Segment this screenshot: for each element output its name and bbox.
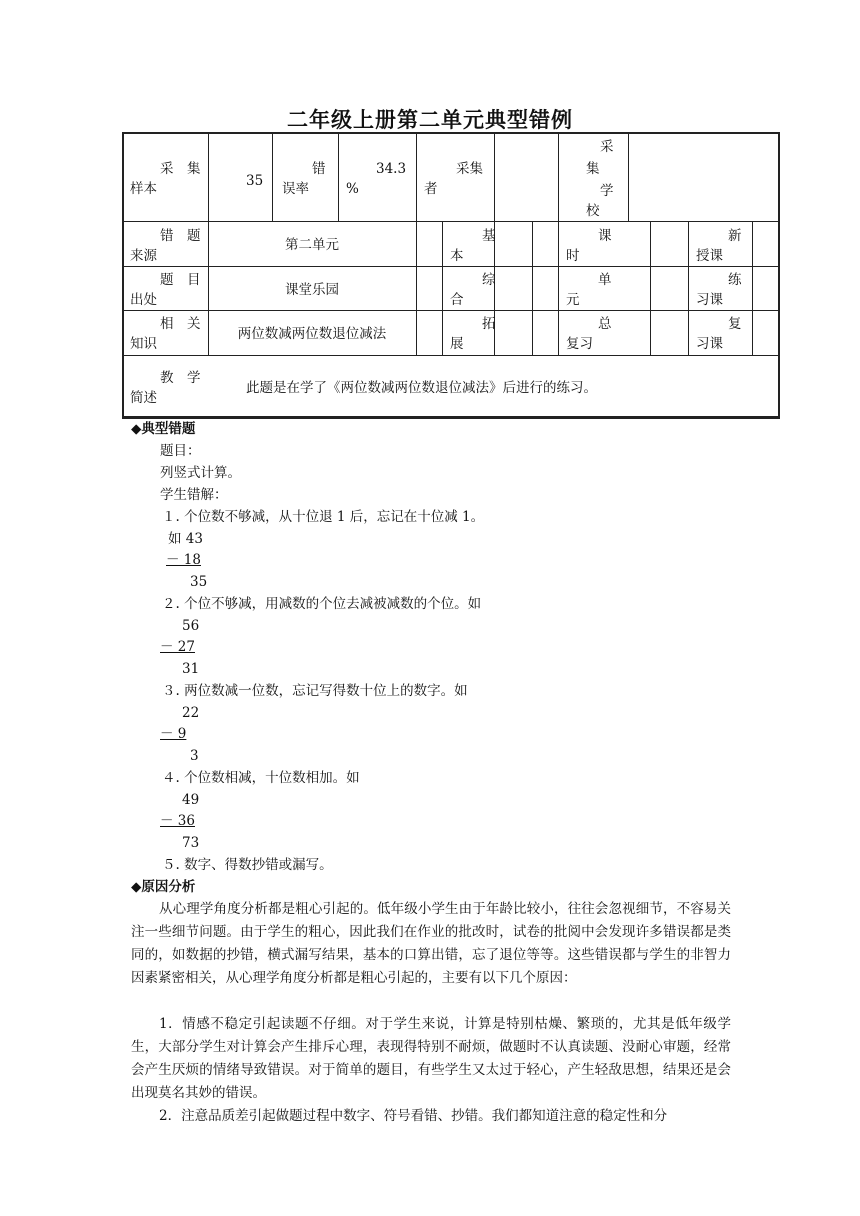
comprehensive-label-2: 合 xyxy=(450,292,464,308)
error-item-3: ３. 两位数减一位数，忘记写得数十位上的数字。如 xyxy=(162,683,468,699)
collector-label: 采集 xyxy=(456,161,483,177)
school-label-2: 集 xyxy=(586,161,600,177)
col-divider xyxy=(272,132,273,221)
row-divider xyxy=(122,355,780,356)
analysis-paragraph-1: 从心理学角度分析都是粗心引起的。低年级小学生由于年龄比较小，往往会忽视细节，不容易关注一些细节问题。由于学生的粗心，因此我们在作业的批改时，试卷的批阅中会发现许多错误都是类同的，如数据的抄错，横式漏写结果，基本的口算出错，忘了退位等等。这些错误都与学生的非智力因素紧密相关，从心理学角度分析都是粗心引起的，主要有以下几个原因： xyxy=(131,901,731,986)
error-3-line-b: － 9 xyxy=(160,726,187,742)
basic-label: 基 xyxy=(482,228,496,244)
error-2-line-b: － 27 xyxy=(160,639,195,655)
desc-label-2: 简述 xyxy=(130,390,157,406)
expand-label-2: 展 xyxy=(450,336,464,352)
collector-label-2: 者 xyxy=(424,181,438,197)
origin-value: 课堂乐园 xyxy=(285,282,339,298)
error-4-line-a: 49 xyxy=(182,792,200,808)
practice-label: 练 xyxy=(728,272,742,288)
error-1-line-a: 如 43 xyxy=(168,531,203,547)
error-3-line-a: 22 xyxy=(182,705,200,721)
col-divider xyxy=(688,221,689,355)
source-value: 第二单元 xyxy=(285,237,339,253)
error-rate-label: 错 xyxy=(312,161,326,177)
knowledge-label-2: 知识 xyxy=(130,336,157,352)
analysis-paragraph-2: 1．情感不稳定引起读题不仔细。对于学生来说，计算是特别枯燥、繁琐的，尤其是低年级学生，大部分学生对计算会产生排斥心理，表现得特别不耐烦，做题时不认真读题、没耐心审题，经常会产生厌烦的情绪导致错误。对于简单的题目，有些学生又太过于轻心，产生轻敌思想，结果还是会出现莫名其妙的错误。 xyxy=(131,1016,731,1101)
col-divider xyxy=(338,132,339,221)
knowledge-value: 两位数减两位数退位减法 xyxy=(237,326,387,342)
error-rate-percent: % xyxy=(346,181,359,197)
col-divider xyxy=(494,132,495,221)
source-label-2: 来源 xyxy=(130,248,157,264)
error-item-2: ２. 个位不够减，用减数的个位去减被减数的个位。如 xyxy=(162,596,482,612)
school-label-1: 采 xyxy=(600,139,614,155)
error-4-line-c: 73 xyxy=(182,835,200,851)
basic-label-2: 本 xyxy=(450,248,464,264)
row-divider xyxy=(122,221,780,222)
col-divider xyxy=(442,221,443,355)
error-label: 学生错解： xyxy=(160,487,228,503)
source-label: 错 题 xyxy=(160,228,201,244)
error-4-line-b: － 36 xyxy=(160,813,195,829)
origin-label-2: 出处 xyxy=(130,292,157,308)
school-label-4: 校 xyxy=(586,203,600,219)
col-divider xyxy=(752,221,753,355)
desc-label: 教 学 xyxy=(160,370,201,386)
knowledge-label: 相 关 xyxy=(160,316,201,332)
document-title: 二年级上册第二单元典型错例 xyxy=(287,108,573,132)
error-2-line-c: 31 xyxy=(182,661,200,677)
question-label: 题目： xyxy=(160,443,201,459)
unit-label: 单 xyxy=(598,272,612,288)
error-rate-label-2: 误率 xyxy=(282,181,309,197)
review-all-label: 总 xyxy=(598,316,612,332)
section-heading-cause-analysis: ◆原因分析 xyxy=(131,879,196,895)
error-item-5: ５. 数字、得数抄错或漏写。 xyxy=(162,857,333,873)
error-1-line-c: 35 xyxy=(190,574,208,590)
review-all-label-2: 复习 xyxy=(566,336,593,352)
lesson-label-2: 时 xyxy=(566,248,580,264)
table-border xyxy=(122,132,780,419)
analysis-paragraph-3: 2．注意品质差引起做题过程中数字、符号看错、抄错。我们都知道注意的稳定性和分 xyxy=(159,1108,668,1124)
practice-label-2: 习课 xyxy=(696,292,723,308)
error-item-4: ４. 个位数相减，十位数相加。如 xyxy=(162,770,360,786)
error-1-line-b: － 18 xyxy=(166,552,201,568)
comprehensive-label: 综 xyxy=(482,272,496,288)
review-label-2: 习课 xyxy=(696,336,723,352)
error-rate-value: 34.3 xyxy=(376,161,407,177)
error-3-line-c: 3 xyxy=(190,748,199,764)
expand-label: 拓 xyxy=(482,316,496,332)
origin-label: 题 目 xyxy=(160,272,201,288)
review-label: 复 xyxy=(728,316,742,332)
desc-value: 此题是在学了《两位数减两位数退位减法》后进行的练习。 xyxy=(246,380,597,396)
col-divider xyxy=(532,221,533,355)
question-text: 列竖式计算。 xyxy=(160,465,241,481)
error-2-line-a: 56 xyxy=(182,618,200,634)
col-divider xyxy=(558,132,559,355)
sample-value: 35 xyxy=(246,173,264,189)
table-bottom xyxy=(122,416,780,417)
col-divider xyxy=(628,132,629,221)
section-heading-typical-errors: ◆典型错题 xyxy=(131,421,196,437)
new-lesson-label: 新 xyxy=(728,228,742,244)
error-item-1: １. 个位数不够减，从十位退 1 后，忘记在十位减 1。 xyxy=(162,509,485,525)
sample-label: 采 集 xyxy=(160,161,201,177)
lesson-label: 课 xyxy=(598,228,612,244)
unit-label-2: 元 xyxy=(566,292,580,308)
school-label-3: 学 xyxy=(600,183,614,199)
col-divider xyxy=(416,132,417,355)
sample-label-2: 样本 xyxy=(130,181,157,197)
new-lesson-label-2: 授课 xyxy=(696,248,723,264)
col-divider xyxy=(650,221,651,355)
